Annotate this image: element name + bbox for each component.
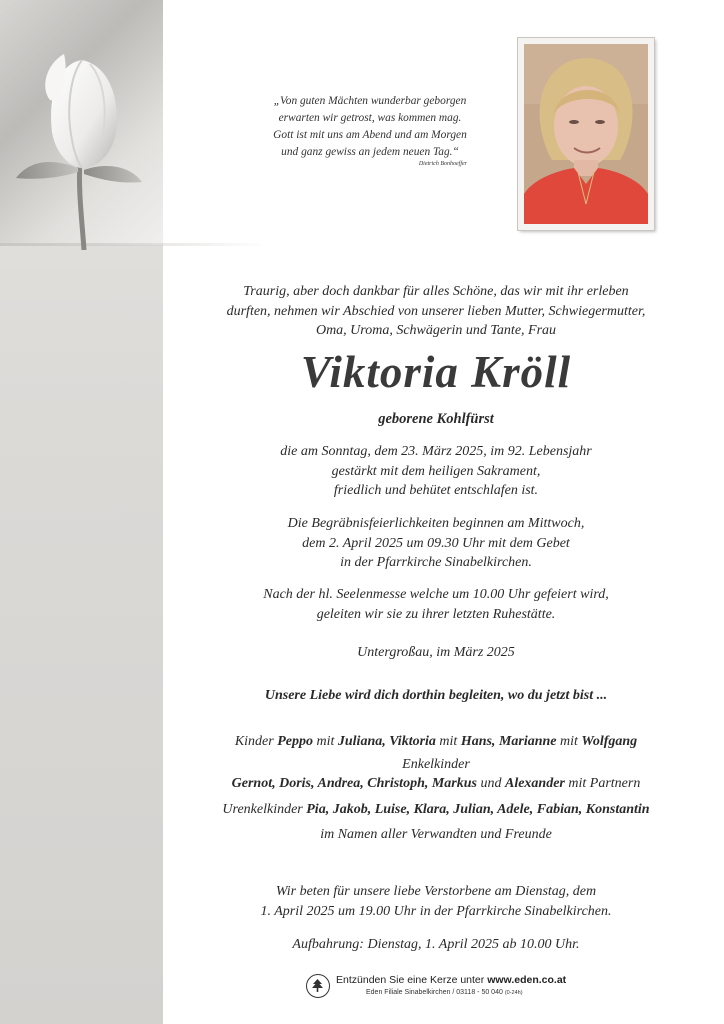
left-decorative-strip [0,0,163,1024]
funeral-line: dem 2. April 2025 um 09.30 Uhr mit dem Gebet [302,535,570,551]
death-notice [178,442,694,501]
family-grandchildren [178,774,694,794]
viewing-info: Aufbahrung: Dienstag, 1. April 2025 ab 10.00 Uhr. [292,937,580,952]
death-line: die am Sonntag, dem 23. März 2025, im 92. Lebensjahr [280,444,592,459]
footer-candle [306,972,606,1002]
partner-name: Wolfgang [581,734,638,749]
intro-line: durften, nehmen wir Abschied von unserer lieben Mutter, Schwiegermutter, [226,303,646,319]
intro-line: Oma, Uroma, Schwägerin und Tante, Frau [315,323,557,338]
poem-line: erwarten wir getrost, was kommen mag. [278,112,462,124]
eden-tree-logo-icon [306,974,330,998]
mass-line: geleiten wir sie zu ihrer letzten Ruhestätte. [316,606,556,622]
mass-line: Nach der hl. Seelenmesse welche um 10.00 Uhr gefeiert wird, [263,587,609,602]
deceased-name: Viktoria Kröll [300,347,572,397]
branch-line [366,989,523,996]
mass-info [178,585,694,624]
child-name: Viktoria [389,734,436,749]
kinder-label: Kinder [234,734,274,749]
maiden-name: geborene Kohlfürst [378,411,494,427]
child-name: Peppo [277,734,313,749]
with-word: mit [316,734,335,749]
partner-name: Juliana, [337,734,386,749]
family-children [178,732,694,752]
with-word: mit [560,734,578,749]
rose-image [12,40,152,250]
candle-line [336,974,566,986]
funeral-line: in der Pfarrkirche Sinabelkirchen. [340,555,532,570]
poem-line: Gott ist mit uns am Abend und am Morgen [273,129,467,141]
poem-quote [245,93,495,169]
death-line: gestärkt mit dem heiligen Sakrament, [331,463,541,479]
intro-line: Traurig, aber doch dankbar für alles Schöne, das wir mit ihr erleben [243,284,629,299]
grandchildren-names: Gernot, Doris, Andrea, Christoph, Markus [231,776,477,791]
poem-line: „Von guten Mächten wunderbar geborgen [273,95,467,107]
child-name: Marianne [498,734,557,749]
on-behalf-text: im Namen aller Verwandten und Freunde [320,827,552,842]
urenkel-label: Urenkelkinder [222,802,303,817]
poem-line: und ganz gewiss an jedem neuen Tag.“ [281,146,459,158]
funeral-line: Die Begräbnisfeierlichkeiten beginnen am Mittwoch, [287,516,585,531]
eden-link[interactable]: www.eden.co.at [487,974,567,986]
candle-text: Entzünden Sie eine Kerze unter [336,974,485,986]
grandchild-last-name: Alexander [504,776,565,791]
motto: Unsere Liebe wird dich dorthin begleiten, wo du jetzt bist ... [264,688,608,703]
portrait-frame [518,38,654,230]
prayer-line: 1. April 2025 um 19.00 Uhr in der Pfarrkirche Sinabelkirchen. [260,903,612,919]
prayer-line: Wir beten für unsere liebe Verstorbene am Dienstag, dem [275,884,597,899]
great-grandchildren-names: Pia, Jakob, Luise, Klara, Julian, Adele, Fabian, Konstantin [306,802,650,817]
partner-name: Hans, [460,734,496,749]
intro-text [178,282,694,341]
funeral-info [178,514,694,573]
death-line: friedlich und behütet entschlafen ist. [333,483,539,498]
with-word: mit [439,734,458,749]
prayer-info [178,882,694,921]
poem-author: Dietrich Bonhoeffer [418,161,467,167]
place-date: Untergroßau, im März 2025 [357,645,515,660]
branch-text: Eden Filiale Sinabelkirchen / 03118 - 50 040 [366,989,503,996]
family-great-grandchildren [178,800,694,820]
grandchildren-label: Enkelkinder [402,757,470,772]
portrait-photo [524,44,648,224]
with-partners: mit Partnern [568,776,641,791]
hours-text: (0-24h) [504,990,523,996]
and-word: und [480,776,502,791]
